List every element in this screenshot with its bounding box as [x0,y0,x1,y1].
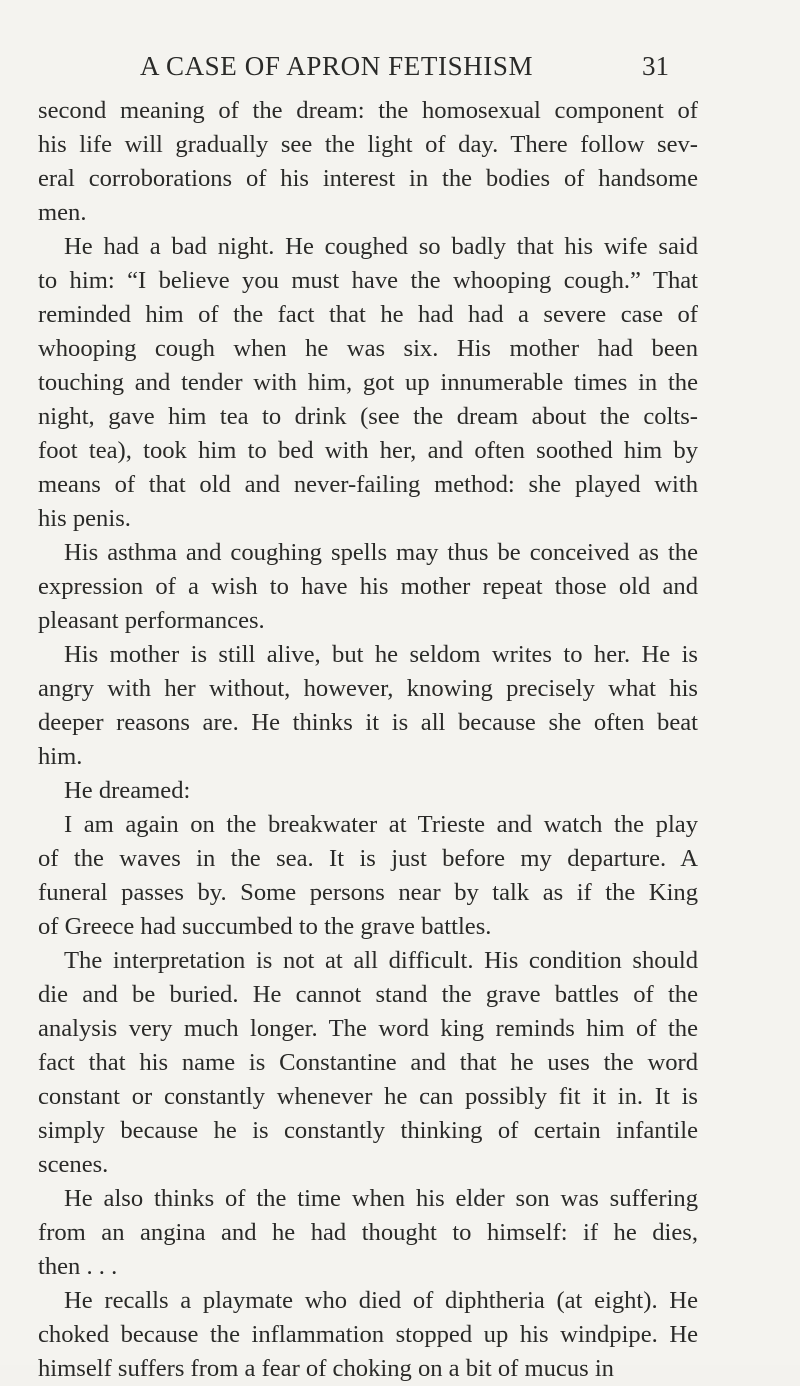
text-line: reminded him of the fact that he had had a severe case of [38,301,698,328]
text-line: his life will gradually see the light of day. There follow sev- [38,131,698,158]
text-line: to him: “I believe you must have the whooping cough.” That [38,267,698,294]
paragraph [38,230,698,536]
text-line: analysis very much longer. The word king reminds him of the [38,1015,698,1042]
text-line: foot tea), took him to bed with her, and often soothed him by [38,437,698,464]
paragraph [38,808,698,944]
text-line: He dreamed: [64,777,191,804]
text-line: of Greece had succumbed to the grave battles. [38,913,492,940]
text-line: He had a bad night. He coughed so badly that his wife said [64,233,698,260]
text-line: He also thinks of the time when his elder son was suffering [64,1185,698,1212]
text-line: funeral passes by. Some persons near by talk as if the King [38,879,698,906]
paragraph [38,944,698,1182]
text-line: men. [38,199,87,226]
text-line: scenes. [38,1151,109,1178]
text-line: His mother is still alive, but he seldom writes to her. He is [64,641,698,668]
running-title: A CASE OF APRON FETISHISM [140,51,534,81]
text-line: second meaning of the dream: the homosexual component of [38,97,698,124]
text-line: night, gave him tea to drink (see the dream about the colts- [38,403,698,430]
text-line: his penis. [38,505,131,532]
text-line: The interpretation is not at all difficult. His condition should [64,947,698,974]
text-line: I am again on the breakwater at Trieste and watch the play [64,811,698,838]
running-head [0,46,800,86]
paragraph [38,1284,698,1386]
text-line: then . . . [38,1253,118,1280]
text-line: expression of a wish to have his mother repeat those old and [38,573,698,600]
text-line: constant or constantly whenever he can possibly fit it in. It is [38,1083,698,1110]
text-line: pleasant performances. [38,607,265,634]
paragraph [38,94,698,230]
text-line: from an angina and he had thought to himself: if he dies, [38,1219,698,1246]
text-line: simply because he is constantly thinking of certain infantile [38,1117,698,1144]
text-line: His asthma and coughing spells may thus be conceived as the [64,539,698,566]
text-line: eral corroborations of his interest in the bodies of handsome [38,165,698,192]
paragraph [38,774,698,808]
text-line: touching and tender with him, got up innumerable times in the [38,369,698,396]
page-number: 31 [642,51,669,81]
paragraph [38,1182,698,1284]
text-line: angry with her without, however, knowing precisely what his [38,675,698,702]
text-line: himself suffers from a fear of choking on a bit of mucus in [38,1355,614,1382]
text-line: means of that old and never-failing method: she played with [38,471,698,498]
text-line: deeper reasons are. He thinks it is all because she often beat [38,709,698,736]
text-line: die and be buried. He cannot stand the grave battles of the [38,981,698,1008]
body-text [38,94,698,1386]
text-line: He recalls a playmate who died of diphtheria (at eight). He [64,1287,698,1314]
paragraph [38,638,698,774]
text-line: fact that his name is Constantine and that he uses the word [38,1049,698,1076]
text-line: of the waves in the sea. It is just before my departure. A [38,845,698,872]
paragraph [38,536,698,638]
text-line: choked because the inflammation stopped up his windpipe. He [38,1321,698,1348]
text-line: whooping cough when he was six. His mother had been [38,335,698,362]
text-line: him. [38,743,83,770]
